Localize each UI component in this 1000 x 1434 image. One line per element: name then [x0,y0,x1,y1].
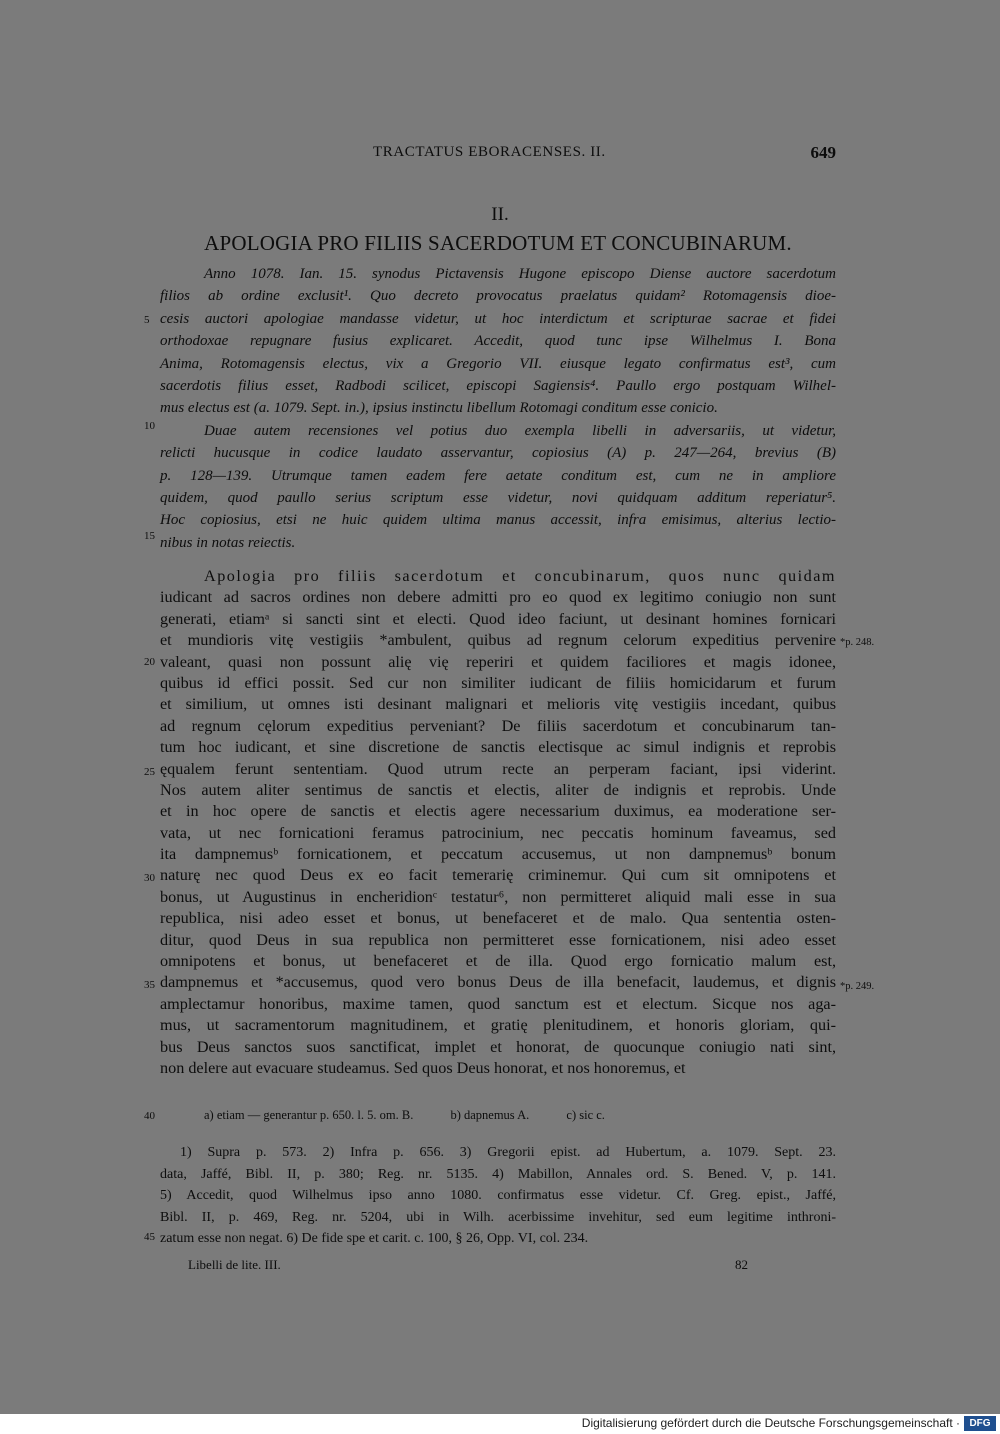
main-text [160,566,836,1079]
text-line: tum hoc iudicant, et sine discretione de sanctis electisque ac simul indignis et reprobis [160,738,836,757]
intro-line: cesis auctori apologiae mandasse videtur, ut hoc interdictum et scripturae sacrae et fidei [160,310,836,327]
text-line: republica, nisi adeo esset et bonus, ut benefaceret et de malo. Qua sententia osten- [160,909,836,928]
line-number: 10 [144,420,155,432]
text-line: omnipotens et bonus, ut benefaceret et de illa. Quod ergo fornicatio malum est, [160,952,836,971]
line-number: 5 [144,314,150,326]
text-line: Apologia pro filiis sacerdotum et concubinarum, quos nunc quidam [204,567,836,585]
text-line: naturę nec quod Deus ex eo facit temerarię criminemur. Qui cum sit omnipotens et [160,866,836,885]
text-line: vata, ut nec fornicationi feramus patrocinium, nec peccatis hominum faveamus, sed [160,823,836,842]
dfg-credit: Digitalisierung gefördert durch die Deutsche Forschungsgemeinschaft · [581,1416,960,1430]
text-line: bus Deus sanctos suos sanctificat, implet et honorat, de quocunque coniugio nati sint, [160,1037,836,1056]
page-number: 649 [810,143,836,162]
intro-line: quidem, quod paullo serius scriptum esse videtur, novi quidquam additum reperiatur⁵. [160,489,836,506]
intro-line: sacerdotis filius esset, Radbodi scilicet, episcopi Sagiensis⁴. Paullo ergo postquam Wilhel- [160,377,836,394]
line-number: 25 [144,766,155,778]
running-title: TRACTATUS EBORACENSES. II. [373,144,606,160]
section-number: II. [491,204,509,225]
text-line: quibus id effici possit. Sed cur non similiter iudicant de filiis homicidarum et furum [160,673,836,692]
intro-line: orthodoxae repugnare fusius explicaret. Accedit, quod tunc ipse Wilhelmus I. Bona [160,333,836,350]
text-line: mus, ut sacramentorum magnitudinem, et gratię plenitudinem, et honoris gloriam, qui- [160,1016,836,1035]
intro-line: Duae autem recensiones vel potius duo exempla libelli in adversariis, ut videtur, [204,422,836,439]
footer-signature: 82 [735,1257,748,1272]
footnote-line: 5) Accedit, quod Wilhelmus ipso anno 1080. confirmatus esse videtur. Cf. Greg. epist., Jaffé, [160,1188,836,1204]
footnote-line: 1) Supra p. 573. 2) Infra p. 656. 3) Gregorii epist. ad Hubertum, a. 1079. Sept. 23. [180,1145,836,1160]
text-line: et mundioris vitę vestigiis *ambulent, quibus ad regnum celorum expeditius pervenire [160,631,836,650]
text-line: amplectamur honoribus, maxime tamen, quod sanctum est et electum. Sicque nos aga- [160,994,836,1013]
footnote-line: data, Jaffé, Bibl. II, p. 380; Reg. nr. 5135. 4) Mabillon, Annales ord. S. Bened. V, p. 141. [160,1166,836,1182]
text-line: Nos autem aliter sentimus de sanctis et electis, aliter de indignis et reprobis. Unde [160,780,836,799]
apparatus-note-c: c) sic c. [566,1108,605,1122]
text-line: generati, etiamᵃ si sancti sint et electi. Quod ideo faciunt, ut desinant homines fornicari [160,609,836,628]
intro-line: relicti hucusque in codice laudato asservantur, copiosius (A) p. 247—264, brevius (B) [160,445,836,462]
line-number: 20 [144,656,155,668]
footnote-line: zatum esse non negat. 6) De fide spe et carit. c. 100, § 26, Opp. VI, col. 234. [160,1231,589,1247]
intro-line: p. 128—139. Utrumque tamen eadem fere aetate conditum est, cum ne in ampliore [160,467,836,484]
text-line: bonus, ut Augustinus in encheridionᶜ testatur⁶, non permitteret aliquid mali esse in sua [160,887,836,906]
footnote-line: Bibl. II, p. 469, Reg. nr. 5204, ubi in Wilh. acerbissime invehitur, sed eum legitime inthroni- [160,1209,836,1225]
text-line: ita dampnemusᵇ fornicationem, et peccatum accusemus, ut non dampnemusᵇ bonum [160,845,836,864]
apparatus-note-a: a) etiam — generantur p. 650. l. 5. om. B. [204,1108,414,1122]
text-line: ditur, quod Deus in sua republica non permitteret esse fornicationem, nisi adeo esset [160,930,836,949]
page-reference-note: *p. 249. [840,981,875,992]
line-number: 45 [144,1231,155,1243]
line-number: 30 [144,872,155,884]
apparatus-note-b: b) dapnemus A. [450,1108,530,1122]
text-line: valeant, quasi non possunt alię vię reperiri et quidem faciliores et magis idonee, [160,652,836,671]
footnotes [160,1142,836,1250]
line-number: 15 [144,530,155,542]
dfg-logo: DFG [964,1416,996,1431]
text-line: et similium, ut omnes isti desinant malignari et melioris vitę vestigiis incedant, quibus [160,695,836,714]
intro-line: Hoc copiosius, etsi ne huic quidem ultima manus accessit, infra emisimus, alterius lectio- [160,512,836,529]
intro-line: nibus in notas reiectis. [160,534,296,551]
text-line: dampnemus et *accusemus, quod vero bonus Deus de illa benefacit, laudemus, et dignis [160,973,836,992]
text-line: ad regnum cęlorum expeditius perveniant? De filiis sacerdotum et concubinarum tan- [160,716,836,735]
intro-line: Anima, Rotomagensis electus, vix a Gregorio VII. eiusque legato confirmatus est³, cum [160,355,836,372]
dfg-banner [0,1414,1000,1434]
critical-apparatus [204,1108,605,1123]
page-reference-note: *p. 248. [840,637,875,648]
intro-line: Anno 1078. Ian. 15. synodus Pictavensis Hugone episcopo Diense auctore sacerdotum [204,266,836,282]
text-line: et in hoc opere de sanctis et electis agere necessarium duximus, ea moderatione ser- [160,802,836,821]
page-header [160,144,836,166]
text-line: non delere aut evacuare studeamus. Sed quos Deus honorat, et nos honoremus, et [160,1058,686,1077]
text-line: iudicant ad sacros ordines non debere admitti pro eo quod ex legitimo coniugio non sunt [160,588,836,607]
text-line: ęqualem ferunt sententiam. Quod utrum recte an perperam faciant, ipsi viderint. [160,759,836,778]
intro-line: mus electus est (a. 1079. Sept. in.), ipsius instinctu libellum Rotomagi conditum esse conicio. [160,400,718,417]
intro-line: filios ab ordine exclusit¹. Quo decreto provocatus praelatus quidam² Rotomagensis dioe- [160,288,836,305]
footer-series: Libelli de lite. III. [188,1257,281,1272]
line-number: 35 [144,979,155,991]
intro-paragraph [160,263,836,554]
document-title: APOLOGIA PRO FILIIS SACERDOTUM ET CONCUBINARUM. [204,231,792,255]
line-number: 40 [144,1110,155,1122]
